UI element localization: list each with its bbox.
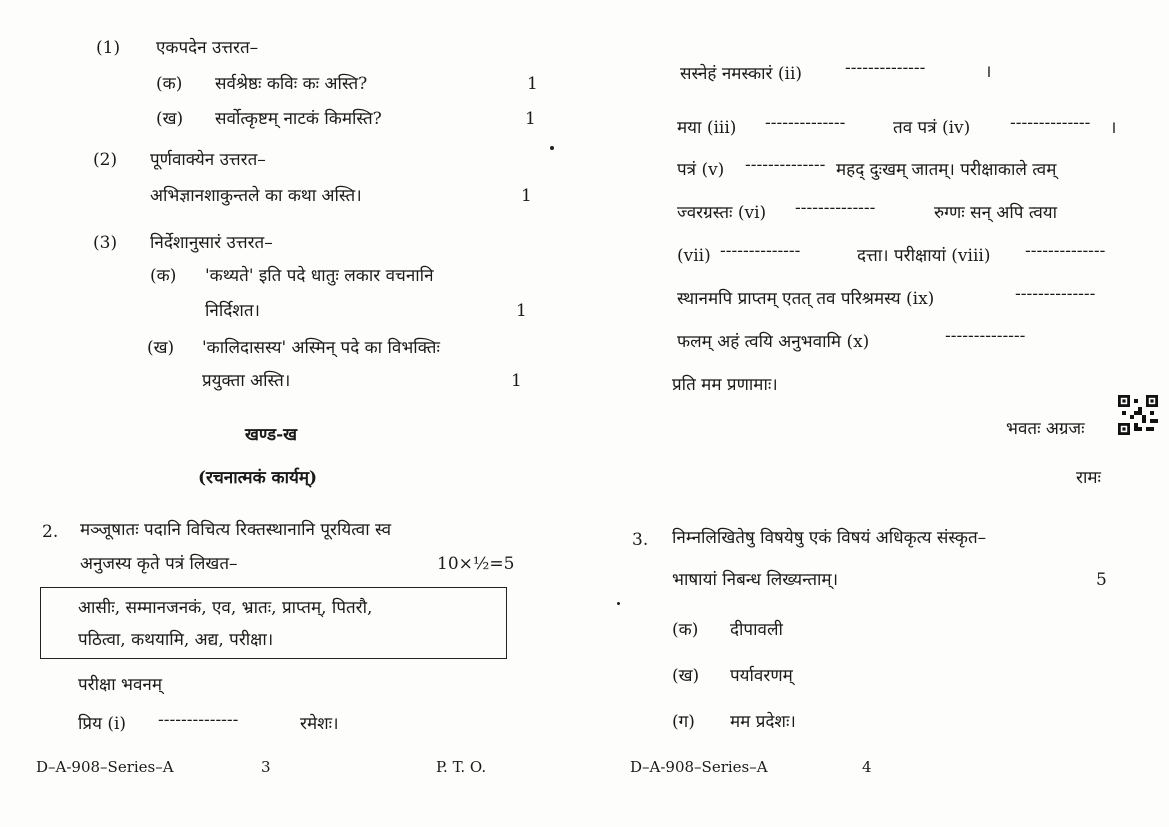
blank-ix: --------------: [1015, 284, 1096, 304]
q1b-text: सर्वोत्कृष्टम् नाटकं किमस्ति?: [215, 109, 382, 129]
q1a-label: (क): [156, 74, 183, 94]
letter-greeting: प्रिय (i): [78, 714, 127, 734]
q3a-label: (क): [150, 266, 177, 286]
q3b-marks: 1: [511, 371, 522, 391]
q2-number: (2): [93, 150, 118, 170]
letter-line1-end: ।: [985, 62, 992, 82]
blank-i: --------------: [158, 710, 239, 730]
letter-line3-rest: महद् दुःखम् जातम्। परीक्षाकाले त्वम्: [836, 160, 1057, 180]
q1b-marks: 1: [525, 109, 536, 129]
blank-vi: --------------: [795, 198, 876, 218]
letter-line8: प्रति मम प्रणामाः।: [672, 375, 778, 395]
q2-text: अभिज्ञानशाकुन्तले का कथा अस्ति।: [150, 186, 362, 206]
footer-code-right: D–A-908–Series–A: [630, 758, 768, 776]
q1-number: (1): [96, 38, 121, 58]
blank-ii: --------------: [845, 58, 926, 78]
letter-line2: मया (iii): [677, 118, 737, 138]
letter-line4: ज्वरग्रस्तः (vi): [677, 203, 767, 223]
blank-iv: --------------: [1010, 113, 1091, 133]
option-c-text: मम प्रदेशः।: [730, 712, 796, 732]
question-3-line2: भाषायां निबन्ध लिख्यन्ताम्।: [672, 570, 839, 590]
q2-marks: 1: [521, 186, 532, 206]
word-box-line1: आसीः, सम्मानजनकं, एव, भ्रातः, प्राप्तम्, पितरौ,: [78, 598, 373, 618]
blank-v: --------------: [745, 155, 826, 175]
letter-signoff: भवतः अग्रजः: [1006, 419, 1085, 439]
q3-number: (3): [93, 233, 118, 253]
qr-code-icon: [1118, 395, 1158, 435]
letter-greeting-name: रमेशः।: [300, 714, 339, 734]
q2-title: पूर्णवाक्येन उत्तरत–: [150, 150, 266, 170]
q1a-text: सर्वश्रेष्ठः कविः कः अस्ति?: [215, 74, 368, 94]
option-a-label: (क): [672, 620, 699, 640]
question-2-marks: 10×½=5: [437, 554, 515, 574]
blank-vii: --------------: [720, 241, 801, 261]
q3a-line1: 'कथ्यते' इति पदे धातुः लकार वचनानि: [205, 266, 434, 286]
footer-code-left: D–A-908–Series–A: [36, 758, 174, 776]
section-subtitle: (रचनात्मकं कार्यम्): [198, 468, 318, 488]
letter-signature: रामः: [1076, 468, 1101, 488]
letter-line6: स्थानमपि प्राप्तम् एतत् तव परिश्रमस्य (ix): [677, 289, 935, 309]
q3b-line1: 'कालिदासस्य' अस्मिन् पदे का विभक्तिः: [202, 338, 440, 358]
option-a-text: दीपावली: [730, 620, 783, 640]
question-3-line1: निम्नलिखितेषु विषयेषु एकं विषयं अधिकृत्य संस्कृत–: [672, 528, 987, 548]
letter-line5: (vii): [677, 246, 711, 266]
footer-page-right: 4: [862, 758, 872, 776]
option-b-text: पर्यावरणम्: [730, 666, 793, 686]
letter-line1: सस्नेहं नमस्कारं (ii): [680, 64, 803, 84]
letter-line2-end: ।: [1110, 118, 1117, 138]
blank-iii: --------------: [765, 113, 846, 133]
question-2-number: 2.: [42, 522, 59, 542]
letter-line5-rest: दत्ता। परीक्षायां (viii): [857, 246, 991, 266]
blank-viii: --------------: [1025, 241, 1106, 261]
scan-speck: [617, 602, 620, 605]
q3b-label: (ख): [147, 338, 175, 358]
option-b-label: (ख): [672, 666, 700, 686]
footer-pto: P. T. O.: [436, 758, 487, 776]
q1b-label: (ख): [156, 109, 184, 129]
letter-line4-rest: रुग्णः सन् अपि त्वया: [934, 203, 1058, 223]
q3-title: निर्देशानुसारं उत्तरत–: [150, 233, 273, 253]
question-3-marks: 5: [1096, 570, 1107, 590]
section-title: खण्ड-ख: [245, 425, 298, 445]
question-3-number: 3.: [632, 530, 649, 550]
q3a-marks: 1: [516, 301, 527, 321]
question-2-line1: मञ्जूषातः पदानि विचित्य रिक्तस्थानानि पूरयित्वा स्व: [80, 520, 392, 540]
scan-speck: [550, 146, 554, 150]
letter-place: परीक्षा भवनम्: [78, 675, 163, 695]
option-c-label: (ग): [672, 712, 695, 732]
footer-page-left: 3: [261, 758, 271, 776]
blank-x: --------------: [945, 326, 1026, 346]
q3b-line2: प्रयुक्ता अस्ति।: [202, 371, 291, 391]
letter-line3: पत्रं (v): [677, 160, 725, 180]
q1a-marks: 1: [527, 74, 538, 94]
q1-title: एकपदेन उत्तरत–: [156, 38, 259, 58]
word-box-line2: पठित्वा, कथयामि, अद्य, परीक्षा।: [78, 630, 274, 650]
q3a-line2: निर्दिशत।: [205, 301, 260, 321]
question-2-line2: अनुजस्य कृते पत्रं लिखत–: [80, 554, 238, 574]
letter-line7: फलम् अहं त्वयि अनुभवामि (x): [677, 332, 870, 352]
letter-line2-mid: तव पत्रं (iv): [893, 118, 971, 138]
